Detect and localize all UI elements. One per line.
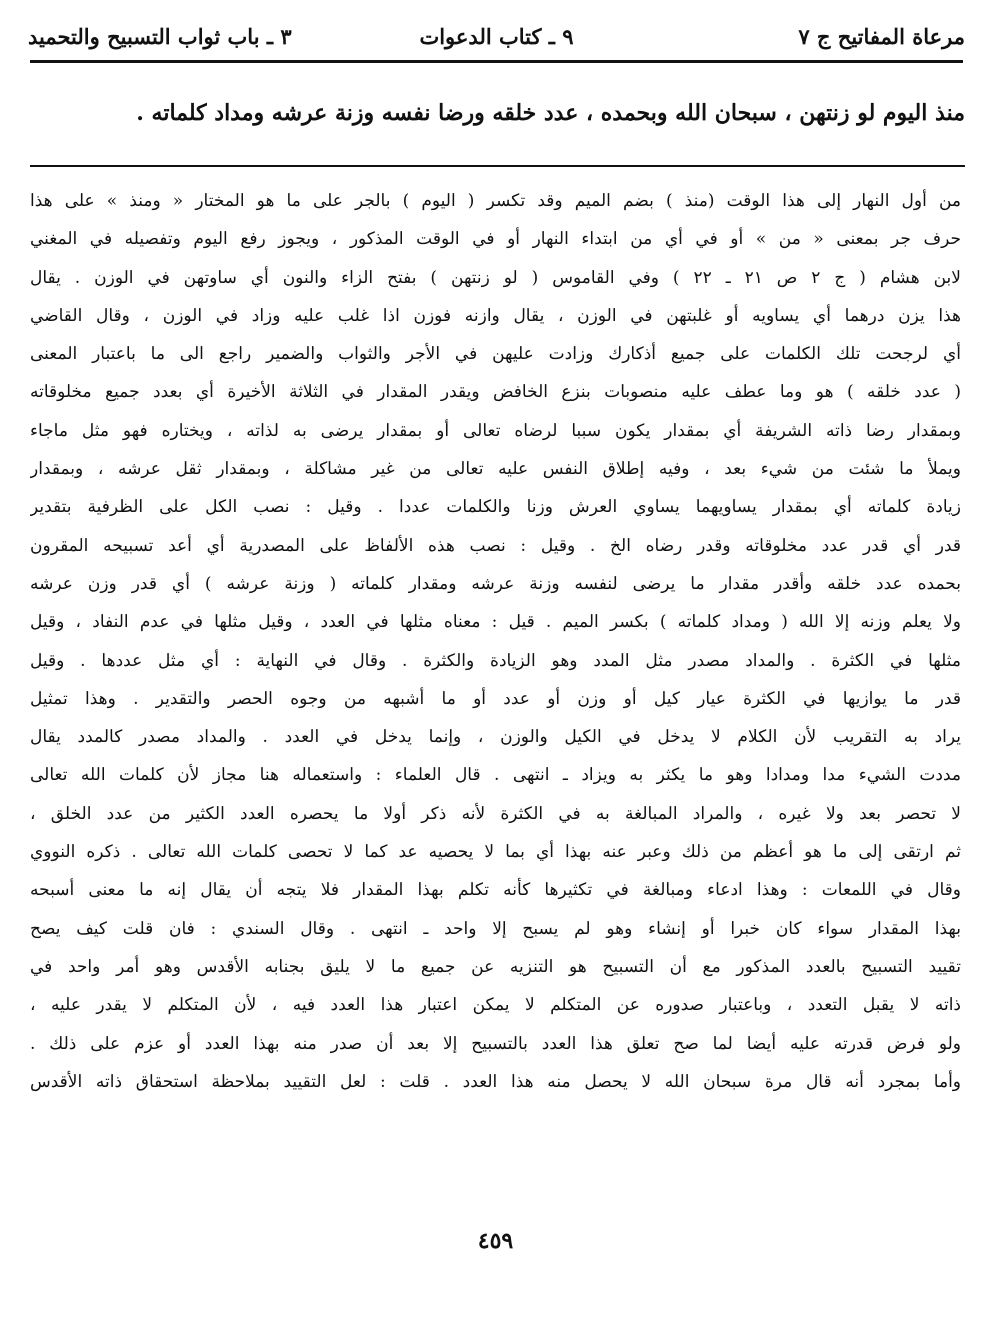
commentary-line: ( عدد خلقه ) هو وما عطف عليه منصوبات بنزع الخافض ويقدر المقدار في الثلاثة الأخيرة أي بعدد جميع مخلوقاته: [30, 382, 961, 403]
commentary-line: وأما بمجرد أنه قال مرة سبحان الله لا يحصل منه هذا العدد . قلت : لعل التقييد بملاحظة استحقاق ذاته الأقدس: [30, 1071, 961, 1092]
commentary-line: ولا يعلم وزنه إلا الله ( ومداد كلماته ) بكسر الميم . قيل : معناه مثلها في العدد ، وقيل مثلها في عدم النفاد ، وقيل: [30, 612, 961, 633]
commentary-line: ولو فرض قدرته عليه أيضا لما صح تعلق هذا العدد بالتسبيح إلا بعد أن صدر منه بهذا العدد أو عزم على ذلك .: [30, 1033, 961, 1054]
commentary-line: ذاته لا يقبل التعدد ، وباعتبار صدوره عن المتكلم لا يمكن اعتبار هذا العدد فيه ، لأن المتكلم لا يقدر عليه ،: [30, 995, 961, 1016]
running-header: [28, 14, 965, 58]
commentary-line: تقييد التسبيح بالعدد المذكور مع أن التسبيح هو التنزيه عن جميع ما لا يليق بجنابه الأقدس وهو أمر واحد في: [30, 956, 961, 977]
commentary-line: ثم ارتقى إلى ما هو أعظم من ذلك وعبر عنه بهذا أي بما لا يحصيه عد كما لا تحصى كلمات الله تعالى . ذكره النووي: [30, 842, 961, 863]
commentary-line: وقال في اللمعات : وهذا ادعاء ومبالغة في تكثيرها كأنه تكلم بهذا المقدار فلا يتجه أن يقال إنه ما معنى أسبحه: [30, 880, 961, 901]
commentary-line: هذا يزن درهما أي يساويه أو غلبتهن في الوزن ، يقال وازنه فوزن اذا غلب عليه وزاد في الوزن ، وقال القاضي: [30, 305, 961, 326]
commentary-line: قدر أي قدر عدد مخلوقاته وقدر رضاه الخ . وقيل : نصب هذه الألفاظ على المصدرية أي أعد تسبيحه المقرون: [30, 535, 961, 556]
commentary-line: مثلها في الكثرة . والمداد مصدر مثل المدد وهو الزيادة والكثرة . وقال في النهاية : أي مثل عددها . وقيل: [30, 650, 961, 671]
commentary-line: بهذا المقدار سواء كان خبرا أو إنشاء وهو لم يسبح إلا واحد ـ انتهى . وقال السندي : فان قلت كيف يصح: [30, 918, 961, 939]
commentary-line: ويملأ ما شئت من شيء بعد ، وفيه إطلاق النفس عليه تعالى من غير مشاكلة ، وبمقدار ثقل عرشه ، وبمقدار: [30, 459, 961, 480]
commentary-line: أي لرجحت تلك الكلمات على جميع أذكارك وزادت عليهن في الأجر والثواب والضمير راجع الى ما باعتبار المعنى: [30, 344, 961, 365]
header-section: ٣ ـ باب ثواب التسبيح والتحميد: [28, 23, 292, 49]
commentary-line: لا تحصر بعد ولا غيره ، والمراد المبالغة به في الكثرة لأنه ذكر أولا ما يحصره العدد الكثير من عدد الخلق ،: [30, 803, 961, 824]
commentary-line: من أول النهار إلى هذا الوقت (منذ ) بضم الميم وقد تكسر ( اليوم ) بالجر على ما هو المختار « ومنذ » على هذا: [30, 191, 961, 211]
commentary-line: لابن هشام ( ج ٢ ص ٢١ ـ ٢٢ ) وفي القاموس ( لو زنتهن ) بفتح الزاء والنون أي ساوتهن في الوزن . يقال: [30, 267, 961, 288]
commentary-line: بحمده عدد خلقه وأقدر مقدار ما يرضى لنفسه وزنة عرشه ومقدار كلماته ( وزنة عرشه ) أي قدر وزن عرشه: [30, 573, 961, 594]
commentary-line: مددت الشيء مدا ومدادا وهو ما يكثر به ويزاد ـ انتهى . قال العلماء : واستعماله هنا مجاز لأن كلمات الله تعالى: [30, 765, 961, 786]
header-book-title: مرعاة المفاتيح ج ٧: [798, 23, 965, 49]
text-divider: [30, 165, 965, 167]
commentary-line: وبمقدار رضا ذاته الشريفة أي بمقدار يكون سببا لرضاه تعالى أو بمقدار يرضى به لذاته ، ويختاره فهو مثل ماجاء: [30, 420, 961, 441]
commentary-body: [30, 182, 961, 1101]
commentary-line: يراد به التقريب لأن الكلام لا يدخل في الكيل والوزن ، وإنما يدخل في العدد . والمداد مصدر كالمدد يقال: [30, 727, 961, 748]
commentary-line: زيادة كلماته أي بمقدار يساويهما يساوي العرش وزنا والكلمات عددا . وقيل : نصب الكل على الظرفية بتقدير: [30, 497, 961, 518]
page-number: ٤٥٩: [477, 1228, 514, 1254]
header-chapter: ٩ ـ كتاب الدعوات: [419, 23, 574, 49]
hadith-text: منذ اليوم لو زنتهن ، سبحان الله وبحمده ، عدد خلقه ورضا نفسه وزنة عرشه ومداد كلماته .: [136, 100, 965, 126]
header-divider: [30, 60, 963, 63]
commentary-line: قدر ما يوازيها في الكثرة عيار كيل أو وزن أو عدد أو ما أشبهه من وجوه الحصر والتقدير . وهذا تمثيل: [30, 688, 961, 709]
commentary-line: حرف جر بمعنى « من » أو في أي من ابتداء النهار أو في الوقت المذكور ، ويجوز رفع اليوم وتفصيله في المغني: [30, 229, 961, 250]
